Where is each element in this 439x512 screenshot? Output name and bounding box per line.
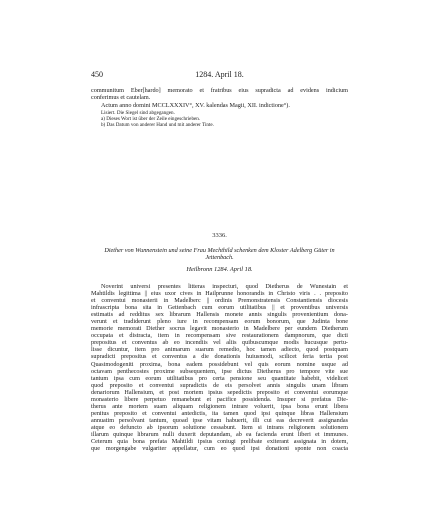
text-line: conferimus et cautelam. bbox=[91, 94, 151, 102]
text-line: penitus preposito et conventui antedictis, ita tamen quod ipsi quinque libras Hallensium bbox=[91, 409, 348, 417]
text-line: illarum quinque librarum nulli duxerit deputandam, ab ea facienda erunt liberi et immunes. bbox=[91, 430, 348, 438]
document-number: 3336. bbox=[212, 232, 227, 239]
text-line: Mahtildis legittima || eius uxor cives in Hailprunne honorandis in Christo viris . . preposito bbox=[91, 290, 348, 298]
running-title: 1284. April 18. bbox=[195, 70, 244, 79]
text-line: Ceterum quia bona prefata Mahtildi ipsius coniugi prelibate exiterant assignata in dotem, bbox=[91, 438, 348, 446]
text-line: memorie memorati Diether socrus legavit monasterio in Madelbere per eundem Dietherum bbox=[91, 325, 348, 333]
text-line: lisse dicuntur, item pro animarum suarum remedio, hoc tamen adiecto, quod postquam bbox=[91, 346, 348, 354]
text-line: Noverint universi presentes litteras inspecturi, quod Dietherus de Wunestain et bbox=[101, 283, 348, 290]
text-line: denariorum Hallensium, et post mortem ipsius sepedictis preposito et conventui eorumque bbox=[91, 388, 348, 396]
text-line: octavam penthecostes proxime subsequentem, ipse dictus Dietherus pro tempore vite sue bbox=[91, 367, 348, 375]
actum-line: Actum anno domini MCCLXXXIV°, XV. kalendas Magii, XII. indictione°). bbox=[101, 102, 290, 110]
text-line: verunt et tradiderunt pleno iure in recompensam eorum bonorum, que Judinta bone bbox=[91, 318, 348, 326]
document-body bbox=[91, 283, 348, 452]
text-line: tantum ipsa cum eorum utilitatibus pro certa pensione seu quantitate habebit, videlicet bbox=[91, 374, 348, 382]
text-line: supradicti prepositus et conventus a die donationis huiusmodi, scilicet feria tertia post bbox=[91, 353, 348, 361]
text-line: atque eo defuncto ab ipsorum solutione cessabunt. Item si intrans religionem solutionem bbox=[91, 423, 348, 431]
text-line: Quasimodogeniti proxima, bona eadem possidebunt vel quis eorum nomine usque ad bbox=[91, 360, 348, 368]
document-dateline: Heilbronn 1284. April 18. bbox=[186, 266, 253, 273]
text-line: therus ante mortem suam aliquam religionem intrare voluerit, ipsa bona erunt libera bbox=[91, 402, 348, 410]
text-line: monasterio libere perpetuo remanebunt et pacifice possidenda. Insuper si prefatus Die- bbox=[91, 395, 348, 403]
footnote: Lisiert. Die Siegel sind abgegangen. bbox=[101, 110, 175, 117]
footnote: b) Das Datum von anderer Hand und mit anderer Tinte. bbox=[101, 121, 214, 128]
footnote: a) Dieses Wort ist über der Zeile eingeschrieben. bbox=[101, 116, 201, 123]
document-regest bbox=[91, 247, 348, 262]
text-line: que morgengabe vulgariter appellatur, cum eo quod ipsi donationi sponte non coacta bbox=[91, 445, 348, 453]
text-line: occupata et distracta, item in recompensam sive restaurationem dampnorum, que dicti bbox=[91, 332, 348, 340]
text-line: et conventui monasterii in Madelberc || ordinis Premonstratensis Constantiensis diocesis bbox=[91, 297, 348, 305]
text-line: quod preposito et conventui supradictis de eis persolvet annis singulis unam libram bbox=[91, 381, 348, 389]
page-header bbox=[91, 70, 348, 82]
text-line: estimatis ad redditus sex librarum Hallensis monete annis singulis provenientium dona- bbox=[91, 311, 348, 319]
text-line: annuatim persolvant tantum, quoad ipse vitam habuerit, illi cui eas decreverit assignandas bbox=[91, 416, 348, 424]
text-line: infrascripta bona sita in Gettenbach cum eorum utilitatibus || et proventibus universis bbox=[91, 304, 348, 312]
regest-line: Diether von Wunnenstein und seine Frau Mechthild schenken dem Kloster Adelberg Güter in bbox=[104, 247, 335, 254]
regest-line: Jettenbach. bbox=[205, 254, 234, 262]
previous-document-end bbox=[91, 87, 348, 129]
text-line: communitum Eber[hardo] memorato et fratribus eius supradicta ad evidens indicium bbox=[91, 87, 348, 94]
text-line: prepositus et conventus ab eo incendiis vel aliis quibuscumque modis hucusque pertu- bbox=[91, 339, 348, 347]
page-number: 450 bbox=[91, 70, 103, 79]
